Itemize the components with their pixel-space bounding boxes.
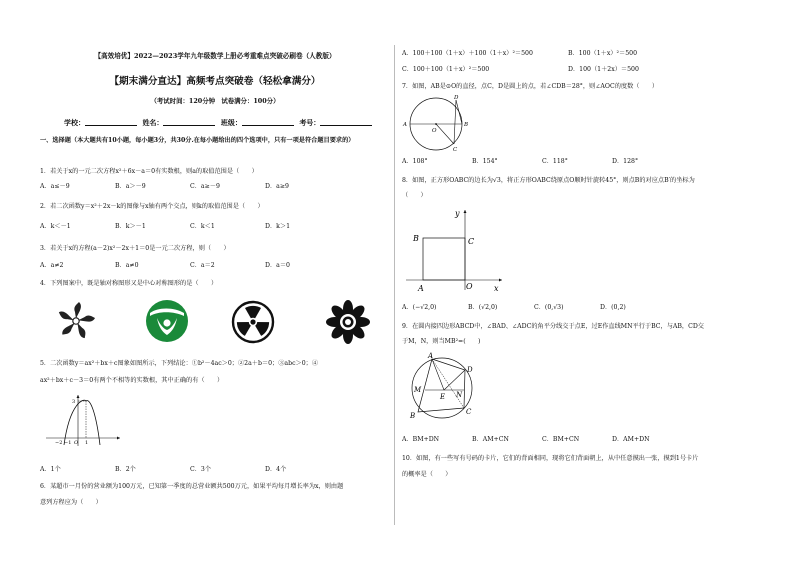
q7-label-o: O [432, 128, 437, 134]
q9-options [402, 436, 702, 444]
q5-graph-label-3: 3 [72, 399, 76, 405]
q1-options [40, 183, 340, 191]
q8-option-c[interactable]: C．(0,√3) [534, 304, 564, 311]
q9-label-e: E [440, 393, 446, 401]
q9-label-m: M [414, 386, 422, 394]
q4-figure-d-flower[interactable] [325, 299, 371, 345]
exam-info: （考试时间：120分钟 试卷满分：100分） [150, 97, 280, 105]
q2-option-c[interactable]: C．k＜1 [190, 223, 215, 230]
q8-label-y: y [455, 209, 460, 218]
q5-stem-2: ax²＋bx＋c－3＝0有两个不相等的实数根，其中正确的有（ ） [40, 377, 224, 384]
q5-option-b[interactable]: B．2个 [115, 466, 136, 473]
q7-label-a: A [403, 122, 407, 128]
q1-option-a[interactable]: A．a≤－9 [40, 183, 70, 190]
q9-stem-2: 于M，N，则当MB²=( ) [402, 338, 481, 345]
q9-inscribed-quad-figure [402, 350, 482, 422]
q9-option-b[interactable]: B．AM+CN [472, 436, 509, 443]
q5-option-a[interactable]: A．1个 [40, 466, 61, 473]
q7-option-a[interactable]: A．108° [402, 158, 428, 165]
q7-circle-figure [402, 92, 472, 154]
q7-option-d[interactable]: D．128° [612, 158, 639, 165]
q4-figure-a-pinwheel[interactable] [56, 300, 96, 342]
q8-label-c: C [468, 237, 475, 246]
q2-option-d[interactable]: D．k＞1 [265, 223, 291, 230]
q5-option-d[interactable]: D．4个 [265, 466, 287, 473]
q6-stem-1: 6．某超市一月份的营业额为100万元，已知第一季度的总营业额共500万元，如果平均每月增长率为x，则由题 [40, 483, 344, 490]
q3-option-c[interactable]: C．a＝2 [190, 262, 215, 269]
q9-stem-1: 9．在圆内接四边形ABCD中，∠BAD、∠ADC的角平分线交于点E，过E作直线MN平行于BC，与AB，CD交 [402, 323, 704, 330]
q7-option-b[interactable]: B．154° [472, 158, 498, 165]
q8-stem-2: （ ） [402, 192, 427, 199]
q1-option-b[interactable]: B．a＞－9 [115, 183, 146, 190]
q3-option-b[interactable]: B．a≠0 [115, 262, 139, 269]
column-divider [394, 45, 395, 525]
q10-stem-1: 10．如图，有一些写有号码的卡片，它们的背面相同，现将它们背面朝上，从中任意摸出一张，摸到1号卡片 [402, 455, 699, 462]
q8-label-b: B [413, 234, 419, 243]
q7-options [402, 158, 702, 166]
q7-label-c: C [453, 147, 458, 153]
q8-option-b[interactable]: B．(√2,0) [468, 304, 498, 311]
q9-option-d[interactable]: D．AM+DN [612, 436, 650, 443]
q3-option-a[interactable]: A．a≠2 [40, 262, 64, 269]
q2-option-a[interactable]: A．k＜－1 [40, 223, 71, 230]
section-1-heading: 一、选择题（本大题共有10小题，每小题3分，共30分.在每小题给出的四个选项中，只有一项是符合题目要求的） [40, 137, 355, 144]
field-id-label: 考号： [299, 118, 321, 127]
q2-stem: 2．若二次函数y＝x²＋2x－k的图像与x轴有两个交点，则k的取值范围是（ ） [40, 203, 264, 210]
field-name-label: 姓名： [142, 118, 164, 127]
q9-label-c: C [466, 408, 472, 416]
q7-stem: 7．如图，AB是⊙O的直径，点C，D是圆上的点，若∠CDB＝28°，则∠AOC的度数（ ） [402, 83, 659, 90]
student-info-row [64, 118, 375, 127]
field-id-blank[interactable] [320, 119, 372, 126]
q9-label-a: A [428, 352, 434, 360]
q6-option-b[interactable]: B．100（1＋x）²＝500 [568, 50, 638, 57]
field-name-blank[interactable] [163, 119, 215, 126]
q7-option-c[interactable]: C．118° [542, 158, 568, 165]
field-class-blank[interactable] [242, 119, 294, 126]
field-class-label: 班级： [220, 118, 242, 127]
q8-square-figure [402, 204, 512, 294]
q2-option-b[interactable]: B．k＞－1 [115, 223, 146, 230]
q7-label-b: B [464, 122, 469, 128]
q8-label-a: A [418, 284, 424, 293]
q3-option-d[interactable]: D．a＝0 [265, 262, 290, 269]
q5-option-c[interactable]: C．3个 [190, 466, 212, 473]
q10-stem-2: 的概率是（ ） [402, 471, 452, 478]
q7-label-d: D [454, 95, 459, 101]
q8-option-d[interactable]: D．(0,2) [600, 304, 626, 311]
q6-option-d[interactable]: D．100（1＋2x）＝500 [568, 66, 639, 73]
q8-option-a[interactable]: A．(−√2,0) [402, 304, 437, 311]
q6-stem-2: 意列方程应为（ ） [40, 499, 102, 506]
q1-option-c[interactable]: C．a≥－9 [190, 183, 220, 190]
q1-option-d[interactable]: D．a≥9 [265, 183, 289, 190]
q9-label-b: B [410, 412, 416, 420]
q9-option-c[interactable]: C．BM+CN [542, 436, 580, 443]
q5-graph-label-1: 1 [85, 440, 89, 446]
paper-title: 【期末满分直达】高频考点突破卷（轻松拿满分） [109, 76, 321, 87]
field-school-blank[interactable] [85, 119, 137, 126]
q6-option-c[interactable]: C．100＋100（1＋x）²＝500 [402, 66, 490, 73]
q4-figure-b-green-logo[interactable] [144, 299, 190, 343]
q1-stem: 1．若关于x的一元二次方程x²＋6x－a＝0有实数根，则a的取值范围是（ ） [40, 168, 258, 175]
q5-graph-label-neg1: −1 [64, 440, 72, 446]
field-school-label: 学校： [64, 118, 85, 127]
q5-parabola-graph [42, 392, 122, 448]
q5-options [40, 466, 340, 474]
q9-label-d: D [467, 366, 473, 374]
q3-options [40, 262, 340, 270]
q8-stem-1: 8．如图，正方形OABC的边长为√3，将正方形OABC绕原点O顺时针旋转45°，则点B的对应点B′的坐标为 [402, 177, 695, 184]
q5-graph-label-neg2: −2 [55, 440, 63, 446]
q5-stem-1: 5．二次函数y＝ax²＋bx＋c图象如图所示，下列结论：①b²－4ac＞0；②2a＋b＝0；③abc＞0；④ [40, 360, 319, 367]
q8-options [402, 304, 702, 312]
q8-label-o: O [466, 282, 473, 291]
q9-option-a[interactable]: A．BM+DN [402, 436, 440, 443]
q4-figure-c-radiation[interactable] [231, 300, 275, 344]
q3-stem: 3．若关于x的方程(a－2)x²－2x＋1＝0是一元二次方程，则（ ） [40, 245, 230, 252]
q5-graph-label-origin: O [74, 440, 79, 446]
q4-stem: 4．下列图案中，既是轴对称图形又是中心对称图形的是（ ） [40, 280, 218, 287]
paper-header: 【高效培优】2022—2023学年九年级数学上册必考重难点突破必刷卷（人教版） [94, 52, 336, 60]
q2-options [40, 223, 340, 231]
q8-label-x: x [494, 284, 499, 293]
q6-option-a[interactable]: A．100＋100（1＋x）＋100（1＋x）²＝500 [402, 50, 533, 57]
q9-label-n: N [456, 391, 463, 399]
